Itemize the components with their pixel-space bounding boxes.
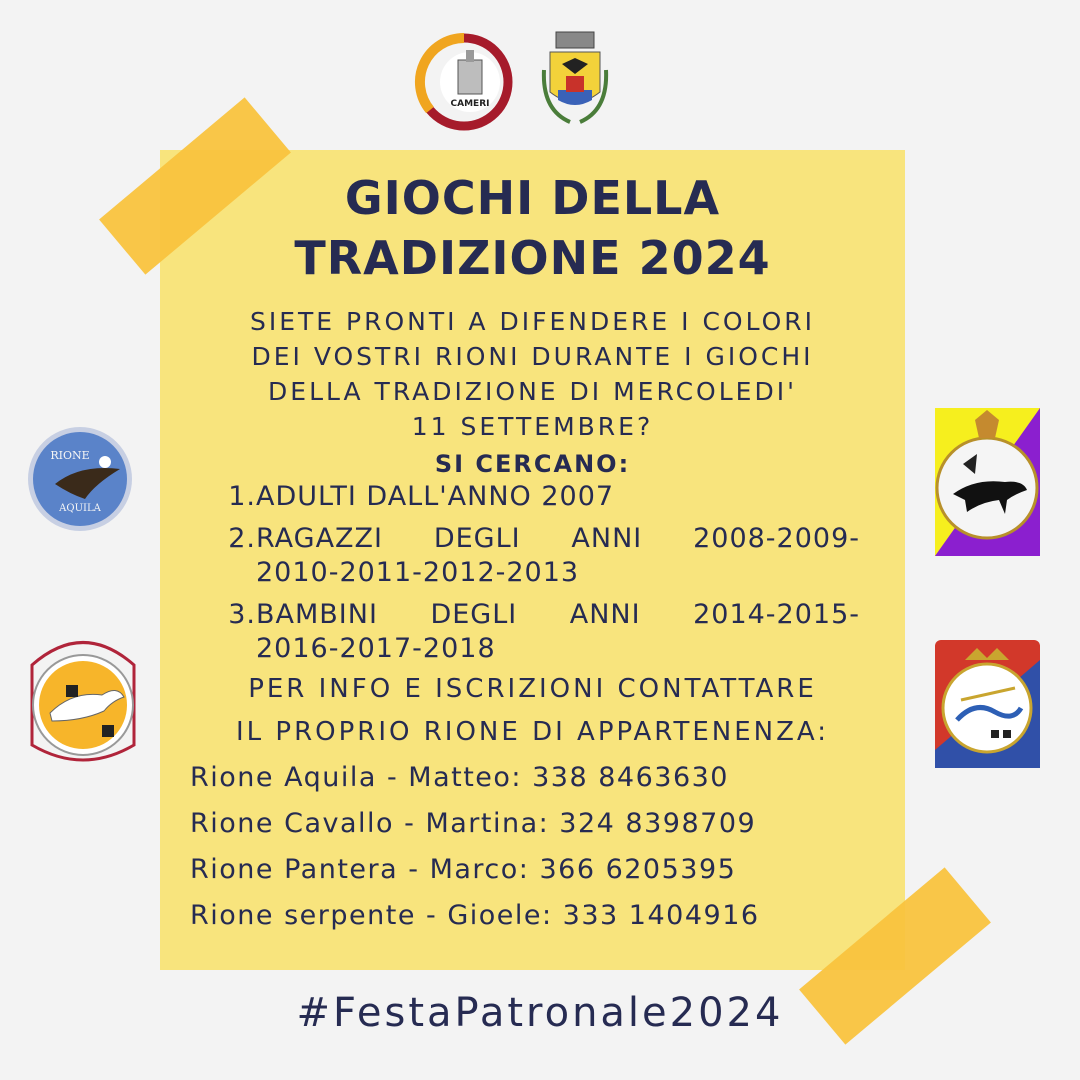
list-text [256, 598, 860, 666]
hashtag: #FestaPatronale2024 [296, 990, 784, 1036]
info-text [160, 668, 905, 754]
list-text [256, 522, 860, 590]
rione-serpente-emblem [935, 640, 1040, 768]
contact-aquila: Rione Aquila - Matteo: 338 8463630 [190, 762, 729, 793]
list-line: BAMBINI DEGLI ANNI 2014-2015- [256, 599, 860, 630]
rione-cavallo-emblem [22, 625, 144, 775]
list-number: 2. [228, 523, 256, 554]
pro-loco-logo [414, 32, 514, 132]
info-line: PER INFO E ISCRIZIONI CONTATTARE [248, 674, 817, 704]
list-item [220, 598, 860, 666]
comune-crest [540, 30, 610, 130]
title-line: GIOCHI DELLA [344, 171, 721, 225]
contact-cavallo: Rione Cavallo - Martina: 324 8398709 [190, 808, 757, 839]
intro-line: DEI VOSTRI RIONI DURANTE I GIOCHI [251, 342, 814, 371]
list-item [220, 480, 860, 514]
list-number: 3. [228, 599, 256, 630]
intro-text [170, 304, 895, 444]
intro-line: 11 SETTEMBRE? [411, 412, 654, 441]
info-line: IL PROPRIO RIONE DI APPARTENENZA: [235, 717, 830, 747]
contact-list [190, 755, 760, 939]
participant-list [220, 480, 860, 674]
list-text [256, 480, 860, 514]
intro-line: DELLA TRADIZIONE DI MERCOLEDI' [268, 377, 797, 406]
rione-aquila-emblem [25, 424, 135, 534]
contact-pantera: Rione Pantera - Marco: 366 6205395 [190, 854, 737, 885]
aquila-label-bottom: AQUILA [59, 503, 101, 514]
intro-line: SIETE PRONTI A DIFENDERE I COLORI [249, 307, 816, 336]
list-number: 1. [228, 481, 256, 512]
pro-loco-label: CAMERI [450, 99, 490, 109]
list-heading: SI CERCANO: [434, 450, 631, 478]
list-line: ADULTI DALL'ANNO 2007 [256, 481, 615, 512]
contact-serpente: Rione serpente - Gioele: 333 1404916 [190, 900, 760, 931]
list-line: RAGAZZI DEGLI ANNI 2008-2009- [256, 523, 860, 554]
list-item [220, 522, 860, 590]
title-line: TRADIZIONE 2024 [294, 231, 771, 285]
list-line: 2016-2017-2018 [256, 633, 496, 664]
aquila-label-top: RIONE [50, 449, 90, 462]
poster-title [160, 168, 905, 288]
rione-pantera-emblem [935, 408, 1040, 556]
list-line: 2010-2011-2012-2013 [256, 557, 580, 588]
